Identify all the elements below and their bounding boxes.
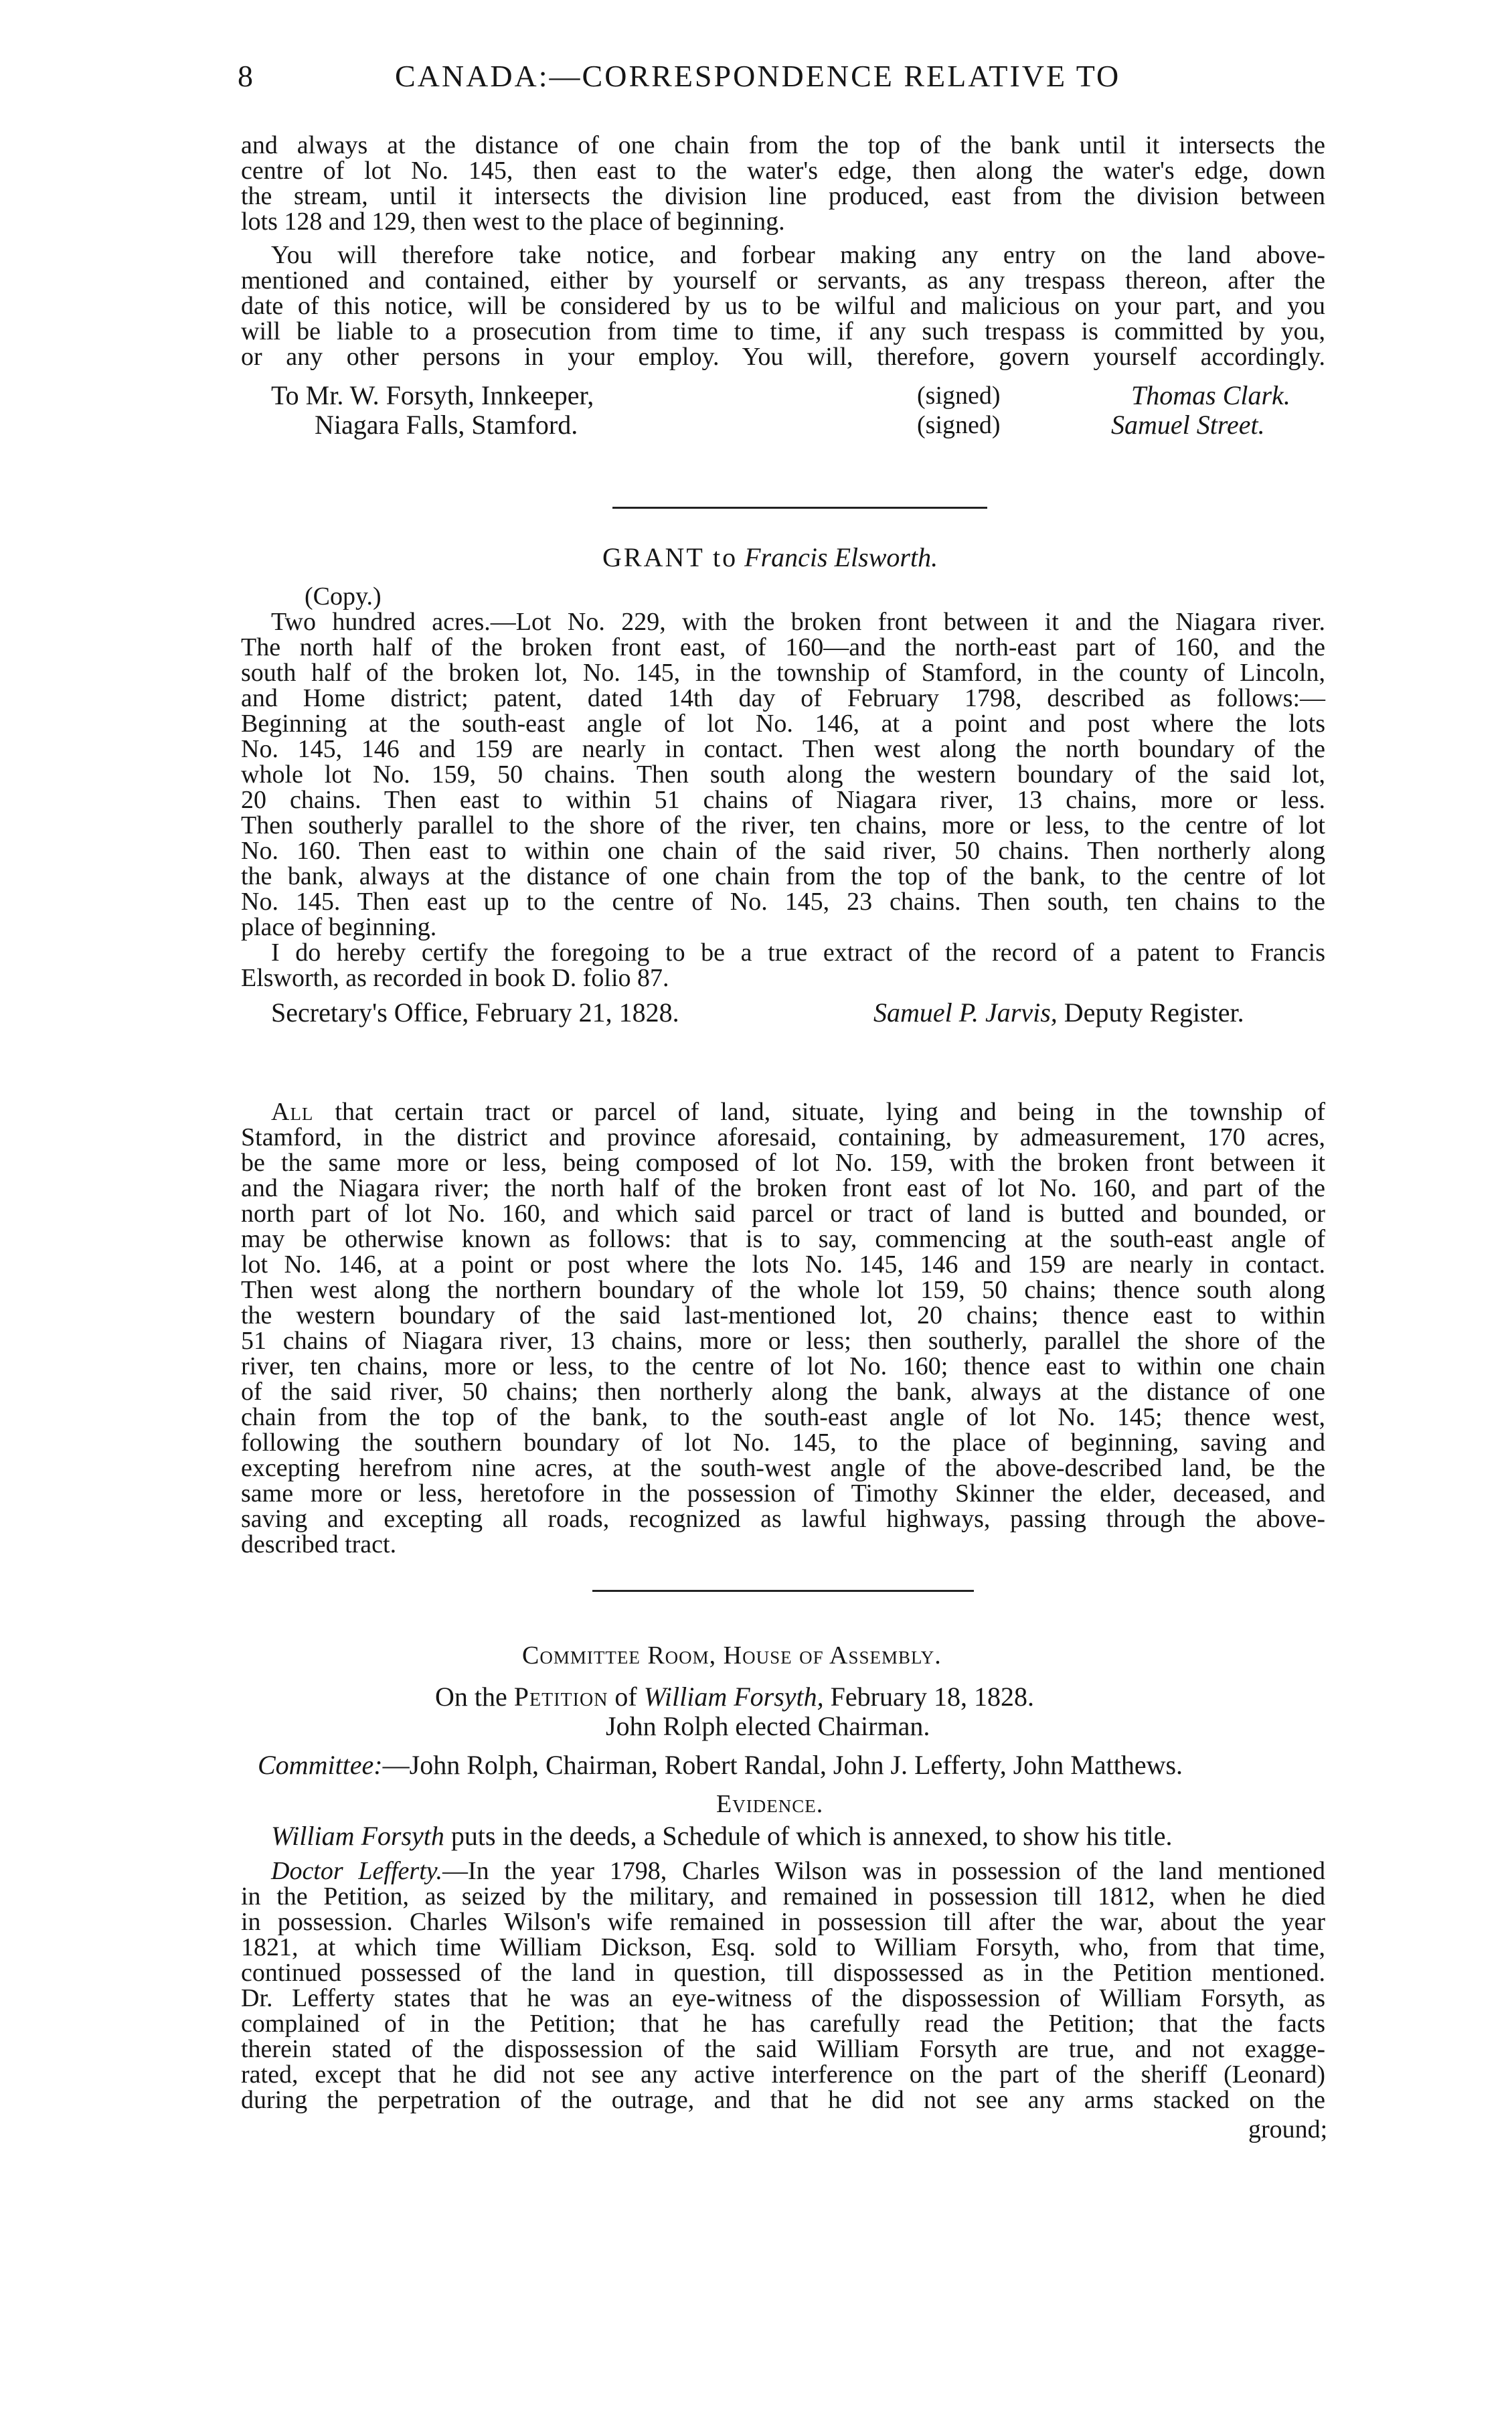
petitioner-name: William Forsyth,	[643, 1682, 824, 1712]
tract-line: chain from the top of the bank, to the south-east angle of lot No. 145; thence west,	[241, 1403, 1325, 1431]
grant-line: south half of the broken lot, No. 145, in the township of Stamford, in the county of Lincoln,	[241, 659, 1325, 687]
grant-line: Beginning at the south-east angle of lot No. 146, at a point and post where the lots	[241, 710, 1325, 738]
office-line: Secretary's Office, February 21, 1828.	[271, 997, 679, 1028]
tract-line: may be otherwise known as follows: that is to say, commencing at the south-east angle of	[241, 1225, 1325, 1253]
copy-label: (Copy.)	[305, 582, 382, 611]
evidence-line: Dr. Lefferty states that he was an eye-witness of the dispossession of William Forsyth, as	[241, 1984, 1325, 2012]
tract-line-text: that certain tract or parcel of land, situate, lying and being in the township of	[313, 1098, 1325, 1126]
petition-prefix: On the	[435, 1682, 507, 1712]
tract-line: following the southern boundary of lot No. 145, to the place of beginning, saving and	[241, 1429, 1325, 1457]
witness-name: Doctor Lefferty.	[271, 1857, 443, 1885]
evidence-line: continued possessed of the land in question, till dispossessed as in the Petition mentioned.	[241, 1959, 1325, 1987]
evidence-line: therein stated of the dispossession of the said William Forsyth are true, and not exagge-	[241, 2035, 1325, 2063]
tract-line: excepting herefrom nine acres, at the south-west angle of the above-described land, be the	[241, 1454, 1325, 1482]
section-divider	[612, 507, 987, 509]
catchword: ground;	[1248, 2115, 1328, 2143]
tract-line: same more or less, heretofore in the possession of Timothy Skinner the elder, deceased, and	[241, 1479, 1325, 1508]
grant-line: No. 145. Then east up to the centre of No. 145, 23 chains. Then south, ten chains to the	[241, 888, 1325, 916]
grant-line: whole lot No. 159, 50 chains. Then south along the western boundary of the said lot,	[241, 760, 1325, 789]
grant-line: Then southerly parallel to the shore of the river, ten chains, more or less, to the centre of lot	[241, 811, 1325, 839]
grant-heading-name: Francis Elsworth.	[744, 542, 938, 572]
notice-line: centre of lot No. 145, then east to the water's edge, then along the water's edge, down	[241, 157, 1325, 185]
evidence-line: in possession. Charles Wilson's wife remained in possession till after the war, about the year	[241, 1908, 1325, 1936]
tract-line: saving and excepting all roads, recognized as lawful highways, passing through the above-	[241, 1505, 1325, 1533]
register-title: Deputy Register.	[1064, 997, 1244, 1028]
signed-label: (signed)	[917, 382, 1001, 410]
tract-line: lot No. 146, at a point or post where the lots No. 145, 146 and 159 are nearly in contact.	[241, 1250, 1325, 1279]
evidence-line: rated, except that he did not see any active interference on the part of the sheriff (Leonard)	[241, 2060, 1325, 2089]
notice-line: date of this notice, will be considered by us to be wilful and malicious on your part, and you	[241, 292, 1325, 320]
tract-line: 51 chains of Niagara river, 13 chains, more or less; then southerly, parallel the shore of the	[241, 1327, 1325, 1355]
notice-addressee: To Mr. W. Forsyth, Innkeeper,	[271, 380, 594, 410]
tract-line: river, ten chains, more or less, to the centre of lot No. 160; thence east to within one chain	[241, 1352, 1325, 1380]
committee-members-line	[258, 1751, 1183, 1780]
notice-line: and always at the distance of one chain from the top of the bank until it intersects the	[241, 131, 1325, 159]
grant-line: Elsworth, as recorded in book D. folio 87.	[241, 964, 669, 992]
tract-line: of the said river, 50 chains; then northerly along the bank, always at the distance of one	[241, 1378, 1325, 1406]
witness-name: William Forsyth	[271, 1821, 444, 1851]
petition-date: February 18, 1828.	[830, 1682, 1035, 1712]
committee-room-heading: Committee Room, House of Assembly.	[522, 1641, 942, 1670]
notice-line: or any other persons in your employ. You will, therefore, govern yourself accordingly.	[241, 343, 1325, 371]
tract-line: and the Niagara river; the north half of the broken front east of lot No. 160, and part of the	[241, 1174, 1325, 1202]
petition-line	[435, 1682, 1034, 1712]
page-number: 8	[238, 59, 253, 93]
tract-line: be the same more or less, being composed of lot No. 159, with the broken front between it	[241, 1149, 1325, 1177]
signatory: Samuel Street.	[1111, 410, 1265, 440]
register-signature	[873, 998, 1244, 1028]
grant-heading-prefix: GRANT to	[602, 542, 738, 572]
grant-line: No. 145, 146 and 159 are nearly in contact. Then west along the north boundary of the	[241, 735, 1325, 763]
grant-line: I do hereby certify the foregoing to be a true extract of the record of a patent to Francis	[271, 939, 1325, 967]
grant-line: and Home district; patent, dated 14th day of February 1798, described as follows:—	[241, 684, 1325, 712]
tract-line: the western boundary of the said last-mentioned lot, 20 chains; thence east to within	[241, 1301, 1325, 1329]
notice-addressee: Niagara Falls, Stamford.	[315, 410, 578, 440]
notice-line: lots 128 and 129, then west to the place of beginning.	[241, 208, 785, 236]
notice-line: will be liable to a prosecution from time to time, if any such trespass is committed by you,	[241, 317, 1325, 345]
running-title: CANADA:—CORRESPONDENCE RELATIVE TO	[395, 59, 1121, 93]
committee-members: —John Rolph, Chairman, Robert Randal, John J. Lefferty, John Matthews.	[382, 1750, 1183, 1780]
evidence-forsyth-line	[271, 1821, 1172, 1851]
evidence-text: —In the year 1798, Charles Wilson was in possession of the land mentioned	[442, 1857, 1325, 1885]
committee-label: Committee:	[258, 1750, 383, 1780]
evidence-text: puts in the deeds, a Schedule of which is annexed, to show his title.	[444, 1821, 1173, 1851]
grant-line: place of beginning.	[241, 913, 437, 941]
section-divider	[592, 1590, 974, 1592]
chairman-line: John Rolph elected Chairman.	[606, 1711, 930, 1741]
petition-word: Petition	[513, 1682, 608, 1712]
tract-line: north part of lot No. 160, and which said parcel or tract of land is butted and bounded, or	[241, 1200, 1325, 1228]
signatory: Thomas Clark.	[1131, 380, 1290, 410]
evidence-line: in the Petition, as seized by the military, and remained in possession till 1812, when he died	[241, 1882, 1325, 1911]
tract-line: described tract.	[241, 1530, 397, 1558]
tract-lead-word: All	[271, 1098, 314, 1126]
grant-line: No. 160. Then east to within one chain of the said river, 50 chains. Then northerly along	[241, 837, 1325, 865]
grant-line: The north half of the broken front east, of 160—and the north-east part of 160, and the	[241, 633, 1325, 661]
notice-line: mentioned and contained, either by yourself or servants, as any trespass thereon, after the	[241, 266, 1325, 295]
petition-of: of	[614, 1682, 637, 1712]
notice-line: You will therefore take notice, and forbear making any entry on the land above-	[271, 241, 1325, 269]
notice-line: the stream, until it intersects the division line produced, east from the division between	[241, 182, 1325, 210]
tract-line: Stamford, in the district and province aforesaid, containing, by admeasurement, 170 acres,	[241, 1123, 1325, 1151]
evidence-heading: Evidence.	[716, 1790, 824, 1818]
evidence-line: 1821, at which time William Dickson, Esq. sold to William Forsyth, who, from that time,	[241, 1933, 1325, 1961]
grant-line: Two hundred acres.—Lot No. 229, with the broken front between it and the Niagara river.	[271, 608, 1325, 636]
register-name: Samuel P. Jarvis,	[873, 997, 1058, 1028]
grant-heading	[602, 543, 938, 572]
evidence-line: during the perpetration of the outrage, and that he did not see any arms stacked on the	[241, 2086, 1325, 2114]
signed-label: (signed)	[917, 411, 1001, 439]
tract-line: Then west along the northern boundary of the whole lot 159, 50 chains; thence south along	[241, 1276, 1325, 1304]
grant-line: 20 chains. Then east to within 51 chains of Niagara river, 13 chains, more or less.	[241, 786, 1325, 814]
grant-line: the bank, always at the distance of one chain from the top of the bank, to the centre of lot	[241, 862, 1325, 890]
evidence-line: complained of in the Petition; that he has carefully read the Petition; that the facts	[241, 2010, 1325, 2038]
